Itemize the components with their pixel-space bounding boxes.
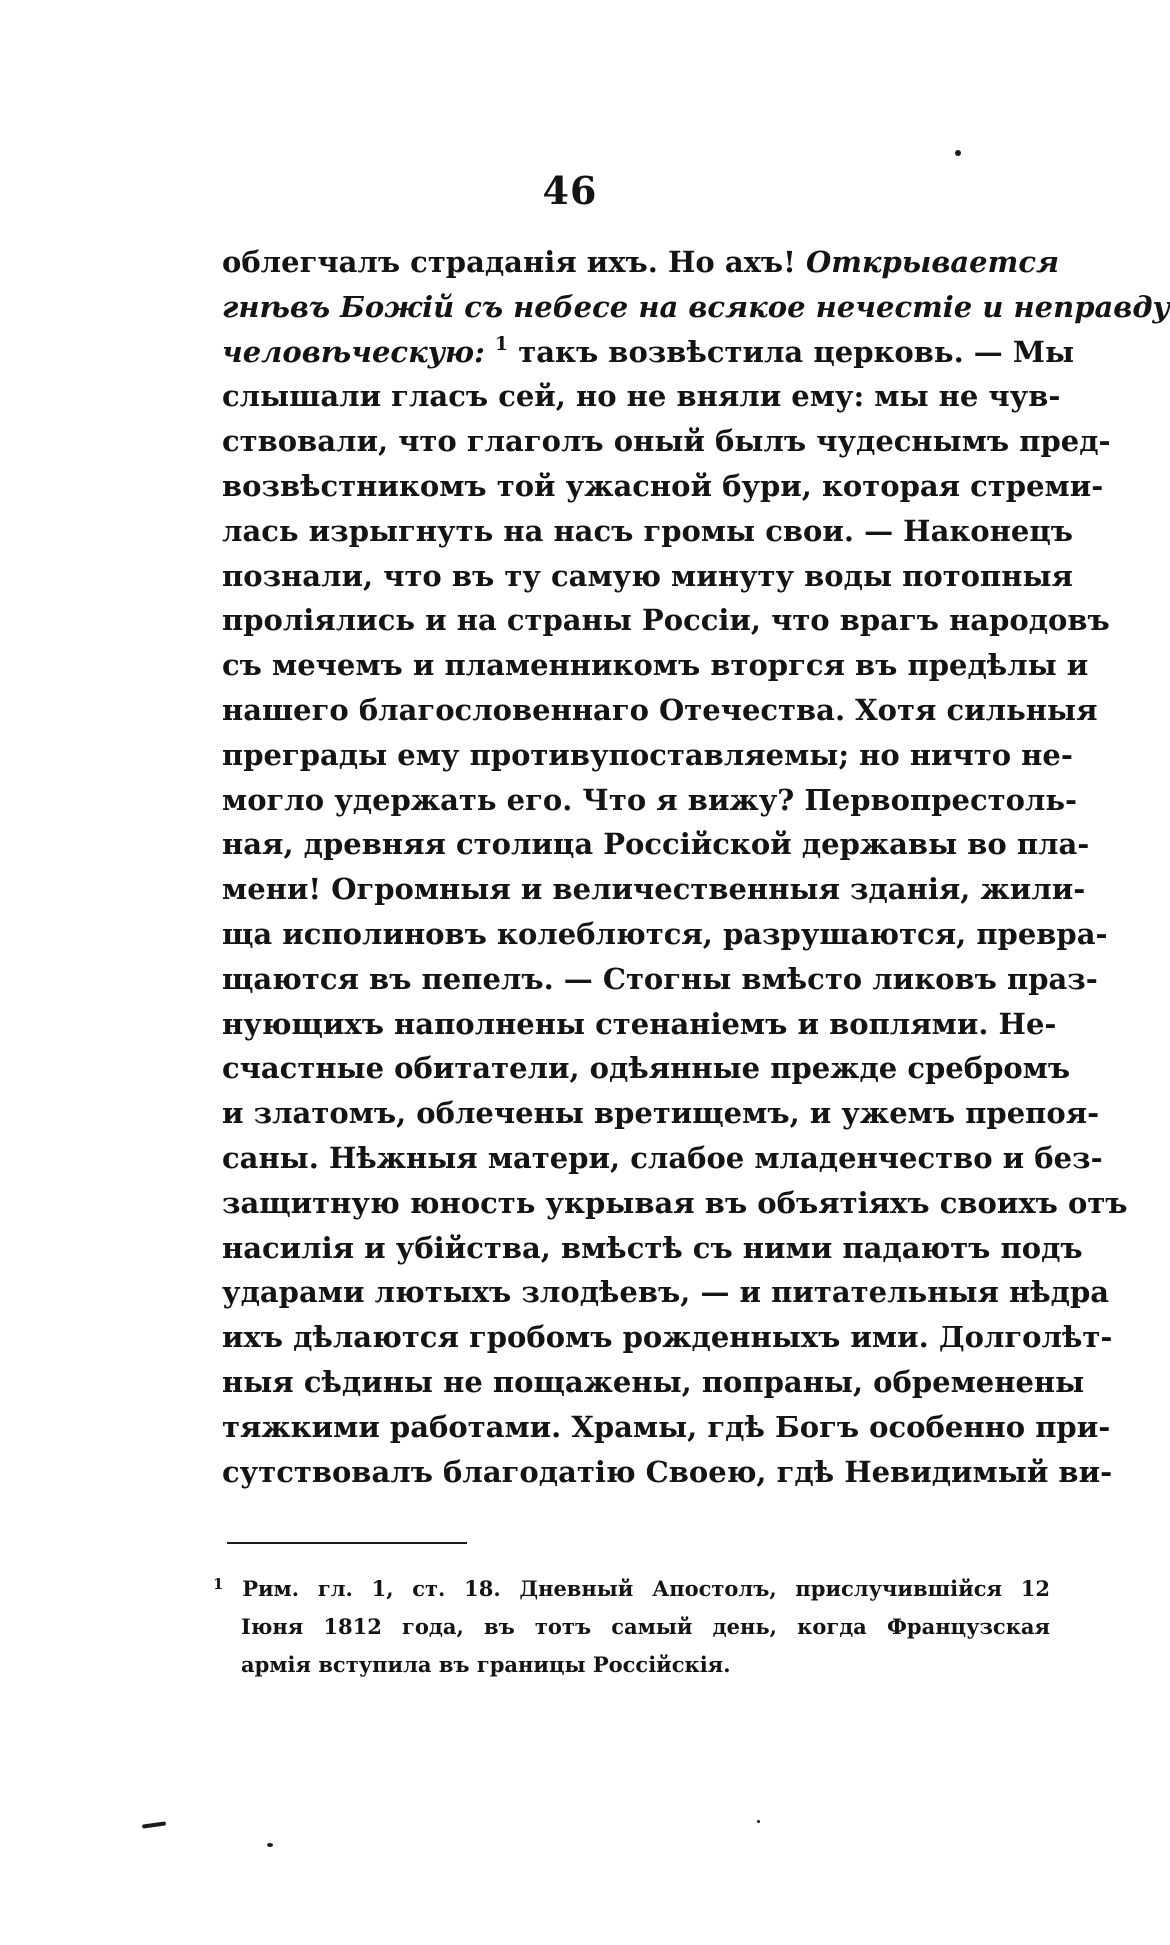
footnote-block [213, 1570, 1050, 1684]
text-line: съ мечемъ и пламенникомъ вторгся въ предѣлы и [222, 648, 1089, 683]
scan-speck [757, 1820, 760, 1823]
scan-speck [267, 1843, 273, 1847]
text-line: щаются въ пепелъ. — Стогны вмѣсто ликовъ праз- [222, 961, 1098, 996]
text-line: нующихъ наполнены стенаніемъ и воплями. Не- [222, 1006, 1057, 1041]
text-line: могло удержать его. Что я вижу? Первопрестоль- [222, 782, 1078, 817]
text-line: насилія и убійства, вмѣстѣ съ ними падаютъ подъ [222, 1230, 1083, 1265]
text-line: лась изрыгнуть на насъ громы свои. — Наконецъ [222, 513, 1073, 548]
footnote-line [213, 1570, 1050, 1608]
text-line [222, 330, 1075, 375]
text-line: нашего благословеннаго Отечества. Хотя сильныя [222, 692, 1098, 727]
footnote-text: Рим. гл. 1, ст. 18. Дневный Апостолъ, прислучившійся 12 [242, 1576, 1050, 1601]
text-line: защитную юность укрывая въ объятіяхъ своихъ отъ [222, 1185, 1128, 1220]
text-span: такъ возвѣстила церковь. — Мы [518, 334, 1075, 369]
text-line: ствовали, что глаголъ оный былъ чудеснымъ пред- [222, 424, 1111, 459]
scan-speck [142, 1821, 166, 1828]
text-line: слышали гласъ сей, но не вняли ему: мы не чув- [222, 379, 1061, 414]
footnote-number: 1 [213, 1575, 224, 1593]
text-line [222, 285, 1170, 330]
text-span: облегчалъ страданія ихъ. Но ахъ! [222, 245, 796, 279]
footnote-marker: 1 [494, 332, 509, 355]
footnote-line: армія вступила въ границы Россійскія. [241, 1652, 731, 1677]
text-line: ная, древняя столица Россійской державы во пла- [222, 827, 1090, 862]
text-line: сутствовалъ благодатію Своею, гдѣ Невидимый ви- [222, 1454, 1113, 1489]
page-number: 46 [542, 168, 598, 213]
scan-speck [955, 150, 961, 156]
footnote-line: Іюня 1812 года, въ тотъ самый день, когда Французская [241, 1614, 1050, 1639]
italic-quote: человѣческую: [222, 334, 485, 369]
text-line: и златомъ, облечены вретищемъ, и ужемъ препоя- [222, 1096, 1100, 1131]
text-line: ударами лютыхъ злодѣевъ, — и питательныя нѣдра [222, 1275, 1110, 1310]
text-line: проліялись и на страны Россіи, что врагъ народовъ [222, 603, 1110, 638]
italic-quote: гнѣвъ Божій съ небесе на всякое нечестіе и неправду [222, 289, 1170, 324]
text-line [222, 240, 1060, 285]
text-line: возвѣстникомъ той ужасной бури, которая стреми- [222, 468, 1104, 503]
text-line: ща исполиновъ колеблются, разрушаются, превра- [222, 916, 1108, 951]
text-line: ныя сѣдины не пощажены, попраны, обременены [222, 1364, 1085, 1399]
italic-quote: Открывается [805, 245, 1060, 279]
footnote-divider [227, 1542, 467, 1544]
text-line: преграды ему противупоставляемы; но ничто не- [222, 737, 1073, 772]
text-line: счастные обитатели, одѣянные прежде сребромъ [222, 1051, 1071, 1086]
text-line: саны. Нѣжныя матери, слабое младенчество и без- [222, 1140, 1103, 1175]
text-line: познали, что въ ту самую минуту воды потопныя [222, 558, 1073, 593]
text-line: мени! Огромныя и величественныя зданія, жили- [222, 872, 1086, 907]
text-line: тяжкими работами. Храмы, гдѣ Богъ особенно при- [222, 1409, 1111, 1444]
main-text-block [222, 240, 1170, 1494]
text-line: ихъ дѣлаются гробомъ рожденныхъ ими. Долголѣт- [222, 1320, 1113, 1355]
